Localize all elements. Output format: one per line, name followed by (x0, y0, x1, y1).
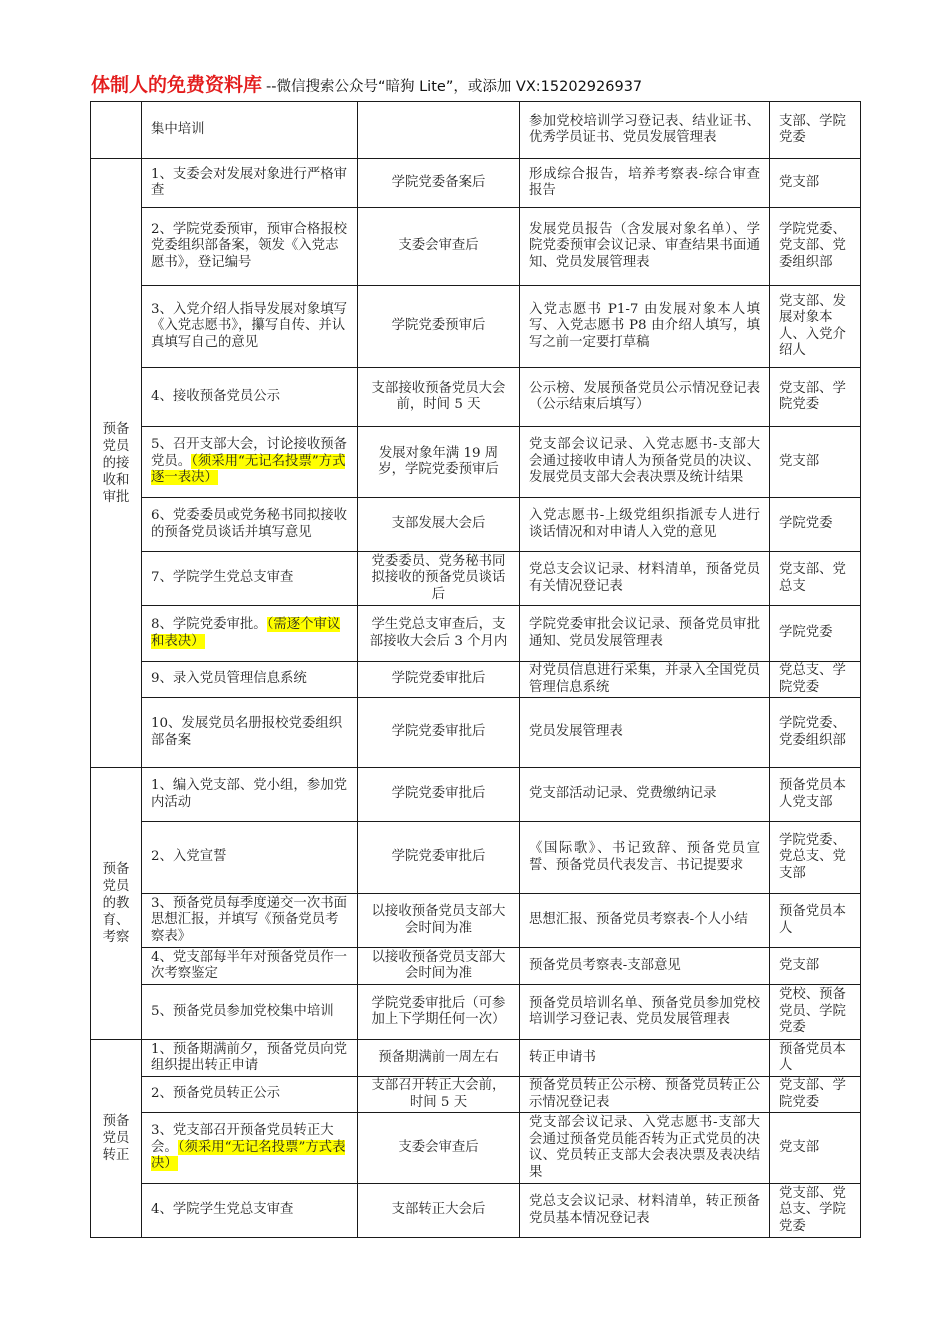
table-row (91, 286, 861, 368)
responsible-cell: 学院党委、党委组织部 (770, 698, 861, 768)
time-cell: 学院党委备案后 (358, 159, 520, 208)
responsible-cell: 预备党员本人党支部 (770, 768, 861, 822)
table-row (91, 427, 861, 498)
materials-cell: 参加党校培训学习登记表、结业证书、优秀学员证书、党员发展管理表 (520, 102, 770, 159)
time-cell: 学院党委审批后 (358, 698, 520, 768)
materials-cell: 思想汇报、预备党员考察表-个人小结 (520, 894, 770, 948)
step-cell: 4、党支部每半年对预备党员作一次考察鉴定 (142, 948, 358, 985)
table-row (91, 662, 861, 698)
time-cell: 学院党委审批后（可参加上下学期任何一次） (358, 985, 520, 1040)
materials-cell: 预备党员考察表-支部意见 (520, 948, 770, 985)
header-note: --微信搜索公众号“暗狗 Lite”，或添加 VX:15202926937 (266, 79, 643, 95)
table-row (91, 1184, 861, 1238)
responsible-cell: 党支部、学院党委 (770, 1077, 861, 1113)
step-cell: 5、预备党员参加党校集中培训 (142, 985, 358, 1040)
step-cell: 3、预备党员每季度递交一次书面思想汇报，并填写《预备党员考察表》 (142, 894, 358, 948)
table-row (91, 1077, 861, 1113)
time-cell: 支部接收预备党员大会前，时间 5 天 (358, 368, 520, 427)
time-cell: 发展对象年满 19 周岁，学院党委预审后 (358, 427, 520, 498)
responsible-cell: 学院党委、党支部、党委组织部 (770, 208, 861, 286)
step-cell: 4、接收预备党员公示 (142, 368, 358, 427)
responsible-cell: 党支部 (770, 427, 861, 498)
materials-cell: 党总支会议记录、材料清单，预备党员有关情况登记表 (520, 552, 770, 606)
responsible-cell: 党支部、党总支 (770, 552, 861, 606)
responsible-cell: 学院党委、党总支、党支部 (770, 822, 861, 894)
responsible-cell: 支部、学院党委 (770, 102, 861, 159)
table-row (91, 208, 861, 286)
materials-cell: 党员发展管理表 (520, 698, 770, 768)
step-cell: 4、学院学生党总支审查 (142, 1184, 358, 1238)
materials-cell: 入党志愿书 P1-7 由发展对象本人填写、入党志愿书 P8 由介绍人填写，填写之前一定要打草稿 (520, 286, 770, 368)
time-cell: 学院党委审批后 (358, 768, 520, 822)
time-cell: 支部发展大会后 (358, 498, 520, 552)
step-highlight: （需逐个审议和表决） (151, 617, 341, 649)
time-cell: 支部召开转正大会前，时间 5 天 (358, 1077, 520, 1113)
step-cell (142, 606, 358, 662)
responsible-cell: 党支部 (770, 948, 861, 985)
responsible-cell: 党支部 (770, 159, 861, 208)
table-row (91, 552, 861, 606)
step-cell: 2、学院党委预审，预审合格报校党委组织部备案，领发《入党志愿书》，登记编号 (142, 208, 358, 286)
table-row (91, 498, 861, 552)
materials-cell: 预备党员培训名单、预备党员参加党校培训学习登记表、党员发展管理表 (520, 985, 770, 1040)
time-cell (358, 102, 520, 159)
responsible-cell: 党支部 (770, 1113, 861, 1184)
time-cell: 学院党委审批后 (358, 822, 520, 894)
step-cell: 7、学院学生党总支审查 (142, 552, 358, 606)
materials-cell: 发展党员报告（含发展对象名单）、学院党委预审会议记录、审查结果书面通知、党员发展管理表 (520, 208, 770, 286)
step-cell: 2、预备党员转正公示 (142, 1077, 358, 1113)
responsible-cell: 预备党员本人 (770, 1040, 861, 1077)
step-cell: 10、发展党员名册报校党委组织部备案 (142, 698, 358, 768)
page-header (91, 70, 871, 98)
table-row (91, 606, 861, 662)
table-row (91, 948, 861, 985)
materials-cell: 形成综合报告，培养考察表-综合审查报告 (520, 159, 770, 208)
responsible-cell: 党支部、学院党委 (770, 368, 861, 427)
materials-cell: 转正申请书 (520, 1040, 770, 1077)
responsible-cell: 学院党委 (770, 498, 861, 552)
responsible-cell: 党总支、学院党委 (770, 662, 861, 698)
step-text: 3、党支部召开预备党员转正大会。 (151, 1123, 334, 1155)
materials-cell: 入党志愿书-上级党组织指派专人进行谈话情况和对申请人入党的意见 (520, 498, 770, 552)
materials-cell: 党支部会议记录、入党志愿书-支部大会通过接收申请人为预备党员的决议、发展党员支部大会表决票及统计结果 (520, 427, 770, 498)
time-cell: 以接收预备党员支部大会时间为准 (358, 948, 520, 985)
step-highlight: （须采用“无记名投票”方式表决） (151, 1139, 346, 1172)
table-row (91, 102, 861, 159)
stage-label-education: 预备党员的教育、考察 (91, 768, 142, 1040)
table-row (91, 1113, 861, 1184)
time-cell: 预备期满前一周左右 (358, 1040, 520, 1077)
step-cell: 1、预备期满前夕，预备党员向党组织提出转正申请 (142, 1040, 358, 1077)
step-cell: 1、编入党支部、党小组，参加党内活动 (142, 768, 358, 822)
table-row (91, 822, 861, 894)
step-cell: 9、录入党员管理信息系统 (142, 662, 358, 698)
step-cell: 3、入党介绍人指导发展对象填写《入党志愿书》，攥写自传、并认真填写自己的意见 (142, 286, 358, 368)
table-row (91, 985, 861, 1040)
table-row (91, 368, 861, 427)
materials-cell: 党总支会议记录、材料清单，转正预备党员基本情况登记表 (520, 1184, 770, 1238)
responsible-cell: 预备党员本人 (770, 894, 861, 948)
stage-label-admission: 预备党员的接收和审批 (91, 159, 142, 768)
responsible-cell: 党校、预备党员、学院党委 (770, 985, 861, 1040)
time-cell: 支委会审查后 (358, 1113, 520, 1184)
time-cell: 支委会审查后 (358, 208, 520, 286)
time-cell: 学院党委预审后 (358, 286, 520, 368)
table-row (91, 1040, 861, 1077)
stage-cell-empty (91, 102, 142, 159)
time-cell: 以接收预备党员支部大会时间为准 (358, 894, 520, 948)
table-row (91, 159, 861, 208)
responsible-cell: 党支部、发展对象本人、入党介绍人 (770, 286, 861, 368)
materials-cell: 学院党委审批会议记录、预备党员审批通知、党员发展管理表 (520, 606, 770, 662)
step-text: 8、学院党委审批。 (151, 617, 267, 632)
time-cell: 党委委员、党务秘书同拟接收的预备党员谈话后 (358, 552, 520, 606)
responsible-cell: 党支部、党总支、学院党委 (770, 1184, 861, 1238)
step-cell (142, 1113, 358, 1184)
materials-cell: 对党员信息进行采集，并录入全国党员管理信息系统 (520, 662, 770, 698)
table-row (91, 768, 861, 822)
materials-cell: 公示榜、发展预备党员公示情况登记表（公示结束后填写） (520, 368, 770, 427)
responsible-cell: 学院党委 (770, 606, 861, 662)
materials-cell: 预备党员转正公示榜、预备党员转正公示情况登记表 (520, 1077, 770, 1113)
materials-cell: 党支部活动记录、党费缴纳记录 (520, 768, 770, 822)
header-brand: 体制人的免费资料库 (91, 74, 263, 96)
time-cell: 支部转正大会后 (358, 1184, 520, 1238)
time-cell: 学院党委审批后 (358, 662, 520, 698)
materials-cell: 《国际歌》、书记致辞、预备党员宣誓、预备党员代表发言、书记提要求 (520, 822, 770, 894)
table-row (91, 698, 861, 768)
step-cell (142, 427, 358, 498)
step-highlight: （须采用“无记名投票”方式逐一表决） (151, 453, 346, 486)
step-cell: 集中培训 (142, 102, 358, 159)
step-cell: 2、入党宣誓 (142, 822, 358, 894)
process-table (90, 101, 861, 1238)
stage-label-conversion: 预备党员转正 (91, 1040, 142, 1238)
step-text: 5、召开支部大会，讨论接收预备党员。 (151, 437, 347, 469)
table-row (91, 894, 861, 948)
step-cell: 6、党委委员或党务秘书同拟接收的预备党员谈话并填写意见 (142, 498, 358, 552)
materials-cell: 党支部会议记录、入党志愿书-支部大会通过预备党员能否转为正式党员的决议、党员转正支部大会表决票及表决结果 (520, 1113, 770, 1184)
time-cell: 学生党总支审查后，支部接收大会后 3 个月内 (358, 606, 520, 662)
step-cell: 1、支委会对发展对象进行严格审查 (142, 159, 358, 208)
